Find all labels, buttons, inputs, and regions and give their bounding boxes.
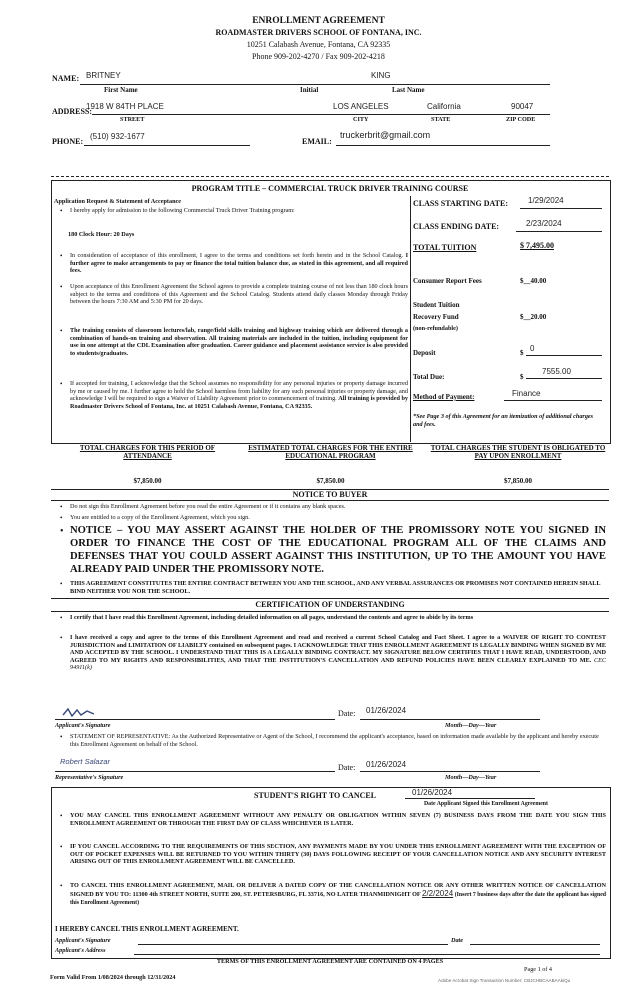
phone-value[interactable]: (510) 932-1677 <box>90 132 145 141</box>
school-name: ROADMASTER DRIVERS SCHOOL OF FONTANA, INC. <box>215 28 422 37</box>
total-tuition-value: $ 7,495.00 <box>520 241 554 250</box>
bullet-icon: • <box>60 882 63 890</box>
form-valid: Form Valid From 1/08/2024 through 12/31/2024 <box>50 974 176 981</box>
school-address: 10251 Calabash Avenue, Fontana, CA 92335 <box>246 40 391 49</box>
entire-contract-notice: THIS AGREEMENT CONSTITUTES THE ENTIRE CONTRACT BETWEEN YOU AND THE SCHOOL, AND ANY VERBAL ASSURANCES OR PROMISES NOT CONTAINED HEREIN SHALL BIND NEITHER YOU NOR THE SCHOOL. <box>70 580 601 595</box>
zip-value[interactable]: 90047 <box>511 102 534 111</box>
state-label: STATE <box>431 116 451 123</box>
total-due-currency: $ <box>520 373 524 381</box>
initial-label: Initial <box>300 86 319 94</box>
applicant-signature[interactable] <box>60 706 100 720</box>
total-due-value[interactable]: 7555.00 <box>542 367 571 376</box>
notice-bullet-1: Do not sign this Enrollment Agreement before you read the entire Agreement or if it contains any blank spaces. <box>70 503 346 510</box>
strf-value: $__20.00 <box>520 313 547 321</box>
cancel-signature-label: Applicant's Signature <box>55 937 111 944</box>
street-value[interactable]: 1918 W 84TH PLACE <box>86 102 164 111</box>
class-end-label: CLASS ENDING DATE: <box>413 222 500 231</box>
charges-obligation-value: $7,850.00 <box>504 477 532 485</box>
email-label: EMAIL: <box>302 137 332 146</box>
applicant-date-label: Date: <box>338 709 356 718</box>
cancel-signed-date[interactable]: 01/26/2024 <box>412 788 453 797</box>
bullet-icon: • <box>60 283 63 291</box>
first-name-label: First Name <box>104 86 138 94</box>
applicant-date-format: Month—Day—Year <box>445 722 497 729</box>
representative-statement: STATEMENT OF REPRESENTATIVE: As the Authorized Representative or Agent of the School, I recommend the applicant's acceptance, based on information made available by the applicant and hereby execute this Enrollment Agreement on behalf of the School. <box>70 733 599 748</box>
class-start-label: CLASS STARTING DATE: <box>413 199 508 208</box>
bullet-icon: • <box>60 843 63 851</box>
terms-pages: TERMS OF THIS ENROLLMENT AGREEMENT ARE CONTAINED ON 4 PAGES <box>216 958 444 965</box>
class-end-value[interactable]: 2/23/2024 <box>526 219 562 228</box>
notice-bullet-2: You are entitled to a copy of the Enrollment Agreement, which you sign. <box>70 514 250 521</box>
charges-period-title: TOTAL CHARGES FOR THIS PERIOD OF ATTENDANCE <box>79 444 216 461</box>
street-label: STREET <box>120 116 145 123</box>
representative-signature[interactable]: Robert Salazar <box>60 757 111 766</box>
consumer-report-label: Consumer Report Fees <box>413 277 482 285</box>
payment-method-value[interactable]: Finance <box>512 389 541 398</box>
bullet-icon: • <box>60 252 63 260</box>
notice-title: NOTICE TO BUYER <box>292 490 368 499</box>
representative-date-label: Date: <box>338 763 356 772</box>
acrobat-transaction: Adobe Acrobat Sign Transaction Number: CBJCHBCAABAAkiQu <box>438 978 571 983</box>
payment-method-label: Method of Payment: <box>413 393 475 401</box>
last-name-label: Last Name <box>392 86 425 94</box>
representative-signature-label: Representative's Signature <box>55 774 124 781</box>
page-number: Page 1 of 4 <box>524 966 553 973</box>
applicant-signature-label: Applicant's Signature <box>55 722 111 729</box>
address-label: ADDRESS: <box>52 107 93 116</box>
phone-label: PHONE: <box>52 137 84 146</box>
bullet-icon: • <box>60 733 63 741</box>
application-statement: I hereby apply for admission to the following Commercial Truck Driver Training program: <box>70 207 295 214</box>
program-title: PROGRAM TITLE – COMMERCIAL TRUCK DRIVER TRAINING COURSE <box>191 184 469 193</box>
liability-paragraph: If accepted for training, I acknowledge that the School assumes no responsibility for any personal injuries or property damage incurred by me or caused by me. I further agree to hold the School harmless from liability for any such personal injuries or property damage, and acknowledge I will be required to sign a Waiver of Liability Agreement prior to commencement of training. All training is provided by Roadmaster Drivers School of Fontana, Inc. at 10251 Calabash Avenue, Fontana, CA 92335. <box>70 380 408 410</box>
applicant-date-value[interactable]: 01/26/2024 <box>366 706 407 715</box>
charges-period-value: $7,850.00 <box>133 477 162 485</box>
training-consists-paragraph: The training consists of classroom lectures/lab, range/field skills training and highway training which are delivered through a combination of hands-on training and observation. All training materials are included in the tuition, including equipment for use in one attempt at the CDL Examination after graduation. Career guidance and placement assistance service is also provided to students/graduates. <box>70 327 408 357</box>
fees-note: *See Page 3 of this Agreement for an itemization of additional charges and fees. <box>413 413 594 428</box>
city-value[interactable]: LOS ANGELES <box>333 102 389 111</box>
deposit-label: Deposit <box>413 349 436 357</box>
cancel-address-label: Applicant's Address <box>55 947 106 954</box>
clock-hours: 180 Clock Hour: 20 Days <box>68 231 135 238</box>
total-tuition-label: TOTAL TUITION <box>413 243 477 252</box>
charges-program-value: $7,850.00 <box>316 477 345 485</box>
bullet-icon: • <box>60 207 63 215</box>
application-request-heading: Application Request & Statement of Acceptance <box>54 198 181 205</box>
first-name-value[interactable]: BRITNEY <box>86 71 121 80</box>
deposit-currency: $ <box>520 349 524 357</box>
promissory-notice: NOTICE – YOU MAY ASSERT AGAINST THE HOLDER OF THE PROMISSORY NOTE YOU SIGNED IN ORDER TO FINANCE THE COST OF THE EDUCATIONAL PROGRAM ALL OF THE CLAIMS AND DEFENSES THAT YOU COULD ASSERT AGAINST THIS INSTITUTION, UP TO THE AMOUNT YOU HAVE ALREADY PAID UNDER THE PROMISSORY NOTE. <box>70 525 606 575</box>
representative-date-format: Month—Day—Year <box>445 774 497 781</box>
last-name-value[interactable]: KING <box>371 71 391 80</box>
total-due-label: Total Due: <box>413 373 445 381</box>
document-title: ENROLLMENT AGREEMENT <box>252 16 385 26</box>
consumer-report-value: $__40.00 <box>520 277 547 285</box>
cancel-bullet-2: IF YOU CANCEL ACCORDING TO THE REQUIREMENTS OF THIS SECTION, ANY PAYMENTS MADE BY YOU UNDER THIS ENROLLMENT AGREEMENT WITH THE EXCEPTION OF OUT OF POCKET EXPENSES WILL BE RETURNED TO YOU WITHIN THIRTY (30) DAYS FOLLOWING RECEIPT OF YOUR CANCELLATION NOTICE AND ANY SECURITY INTEREST ARISING OUT OF THIS ENROLLMENT AGREEMENT WILL BE CANCELLED. <box>70 843 606 866</box>
bullet-icon: • <box>60 503 63 511</box>
charges-program-title: ESTIMATED TOTAL CHARGES FOR THE ENTIRE EDUCATIONAL PROGRAM <box>248 444 413 461</box>
cancel-date-label: Date <box>451 937 464 944</box>
email-value[interactable]: truckerbrit@gmail.com <box>340 130 431 140</box>
cancel-signed-label: Date Applicant Signed this Enrollment Agreement <box>424 801 548 807</box>
certification-bullet-2: I have received a copy and agree to the terms of this Enrollment Agreement and read and received a current School Catalog and Fact Sheet. I agree to a WAIVER OF RIGHT TO CONTEST JURISDICTION and LIMITATION OF LIABILTY contained on subsequent pages. I ACKNOWLEDGE THAT THIS ENROLLMENT AGREEMENT IS LEGALLY BINDING WHEN SIGNED BY ME AND ACCEPTED BY THE SCHOOL. I UNDERSTAND THAT THIS IS A LEGALLY BINDING CONTRACT. MY SIGNATURE BELOW CERTIFIES THAT I HAVE READ, UNDERSTOOD, AND AGREED TO MY RIGHTS AND RESPONSIBILITIES, AND THAT THE INSTITUTION'S CANCELLATION AND REFUND POLICIES HAVE BEEN CLEARLY EXPLAINED TO ME. CEC 94911(k) <box>70 634 606 672</box>
strf-label-1: Student Tuition <box>413 301 460 309</box>
cancel-title: STUDENT'S RIGHT TO CANCEL <box>254 791 377 800</box>
strf-label-3: (non-refundable) <box>413 325 458 332</box>
representative-date-value[interactable]: 01/26/2024 <box>366 760 407 769</box>
class-start-value[interactable]: 1/29/2024 <box>528 196 564 205</box>
zip-label: ZIP CODE <box>506 116 536 123</box>
bullet-icon: • <box>60 614 63 622</box>
bullet-icon: • <box>60 380 63 388</box>
bullet-icon: • <box>60 580 63 588</box>
bullet-icon: • <box>60 327 63 335</box>
deposit-value[interactable]: 0 <box>530 344 535 353</box>
bullet-icon: • <box>60 634 63 642</box>
city-label: CITY <box>353 116 369 123</box>
hereby-cancel: I HEREBY CANCEL THIS ENROLLMENT AGREEMENT. <box>55 925 239 933</box>
strf-label-2: Recovery Fund <box>413 313 459 321</box>
bullet-icon: • <box>60 812 63 820</box>
acceptance-paragraph: In consideration of acceptance of this enrollment, I agree to the terms and conditions set forth herein and in the School Catalog. I further agree to make arrangements to pay or finance the total tuition balance due, as stated in this agreement, and all required fees. <box>70 252 409 275</box>
cancel-bullet-3: TO CANCEL THIS ENROLLMENT AGREEMENT, MAIL OR DELIVER A DATED COPY OF THE CANCELLATION NOTICE OR ANY OTHER WRITTEN NOTICE OF CANCELLATION SIGNED BY YOU TO: 11300 4th STREET NORTH, SUITE 200, ST. PETERSBURG, FL 33716, NO LATER THANMIDNIGHT OF 2/2/2024 (Insert 7 business days after the date the applicant has signed this Enrollment Agreement) <box>70 882 607 907</box>
charges-obligation-title: TOTAL CHARGES THE STUDENT IS OBLIGATED TO PAY UPON ENROLLMENT <box>430 444 606 461</box>
certification-bullet-1: I certify that I have read this Enrollment Agreement, including detailed information on all pages, understand the contents and agree to abide by its terms <box>70 614 474 621</box>
school-phone: Phone 909-202-4270 / Fax 909-202-4218 <box>252 52 385 61</box>
bullet-icon: • <box>60 526 64 537</box>
bullet-icon: • <box>60 514 63 522</box>
training-course-paragraph: Upon acceptance of this Enrollment Agreement the School agrees to provide a complete training course of not less than 180 clock hours subject to the terms and conditions of this Agreement and the School Catalog. Students attend daily classes Monday through Friday between the hours 7:30 AM and 5:30 PM for 20 days. <box>70 283 408 306</box>
name-label: NAME: <box>52 74 80 83</box>
cancel-bullet-1: YOU MAY CANCEL THIS ENROLLMENT AGREEMENT WITHOUT ANY PENALTY OR OBLIGATION WITHIN SEVEN (7) BUSINESS DAYS FROM THE DATE YOU SIGN THIS ENROLLMENT AGREEMENT OR THROUGH THE FIRST DAY OF CLASS WHICHEVER IS LATER. <box>70 812 606 827</box>
state-value[interactable]: California <box>427 102 461 111</box>
certification-title: CERTIFICATION OF UNDERSTANDING <box>255 600 405 609</box>
